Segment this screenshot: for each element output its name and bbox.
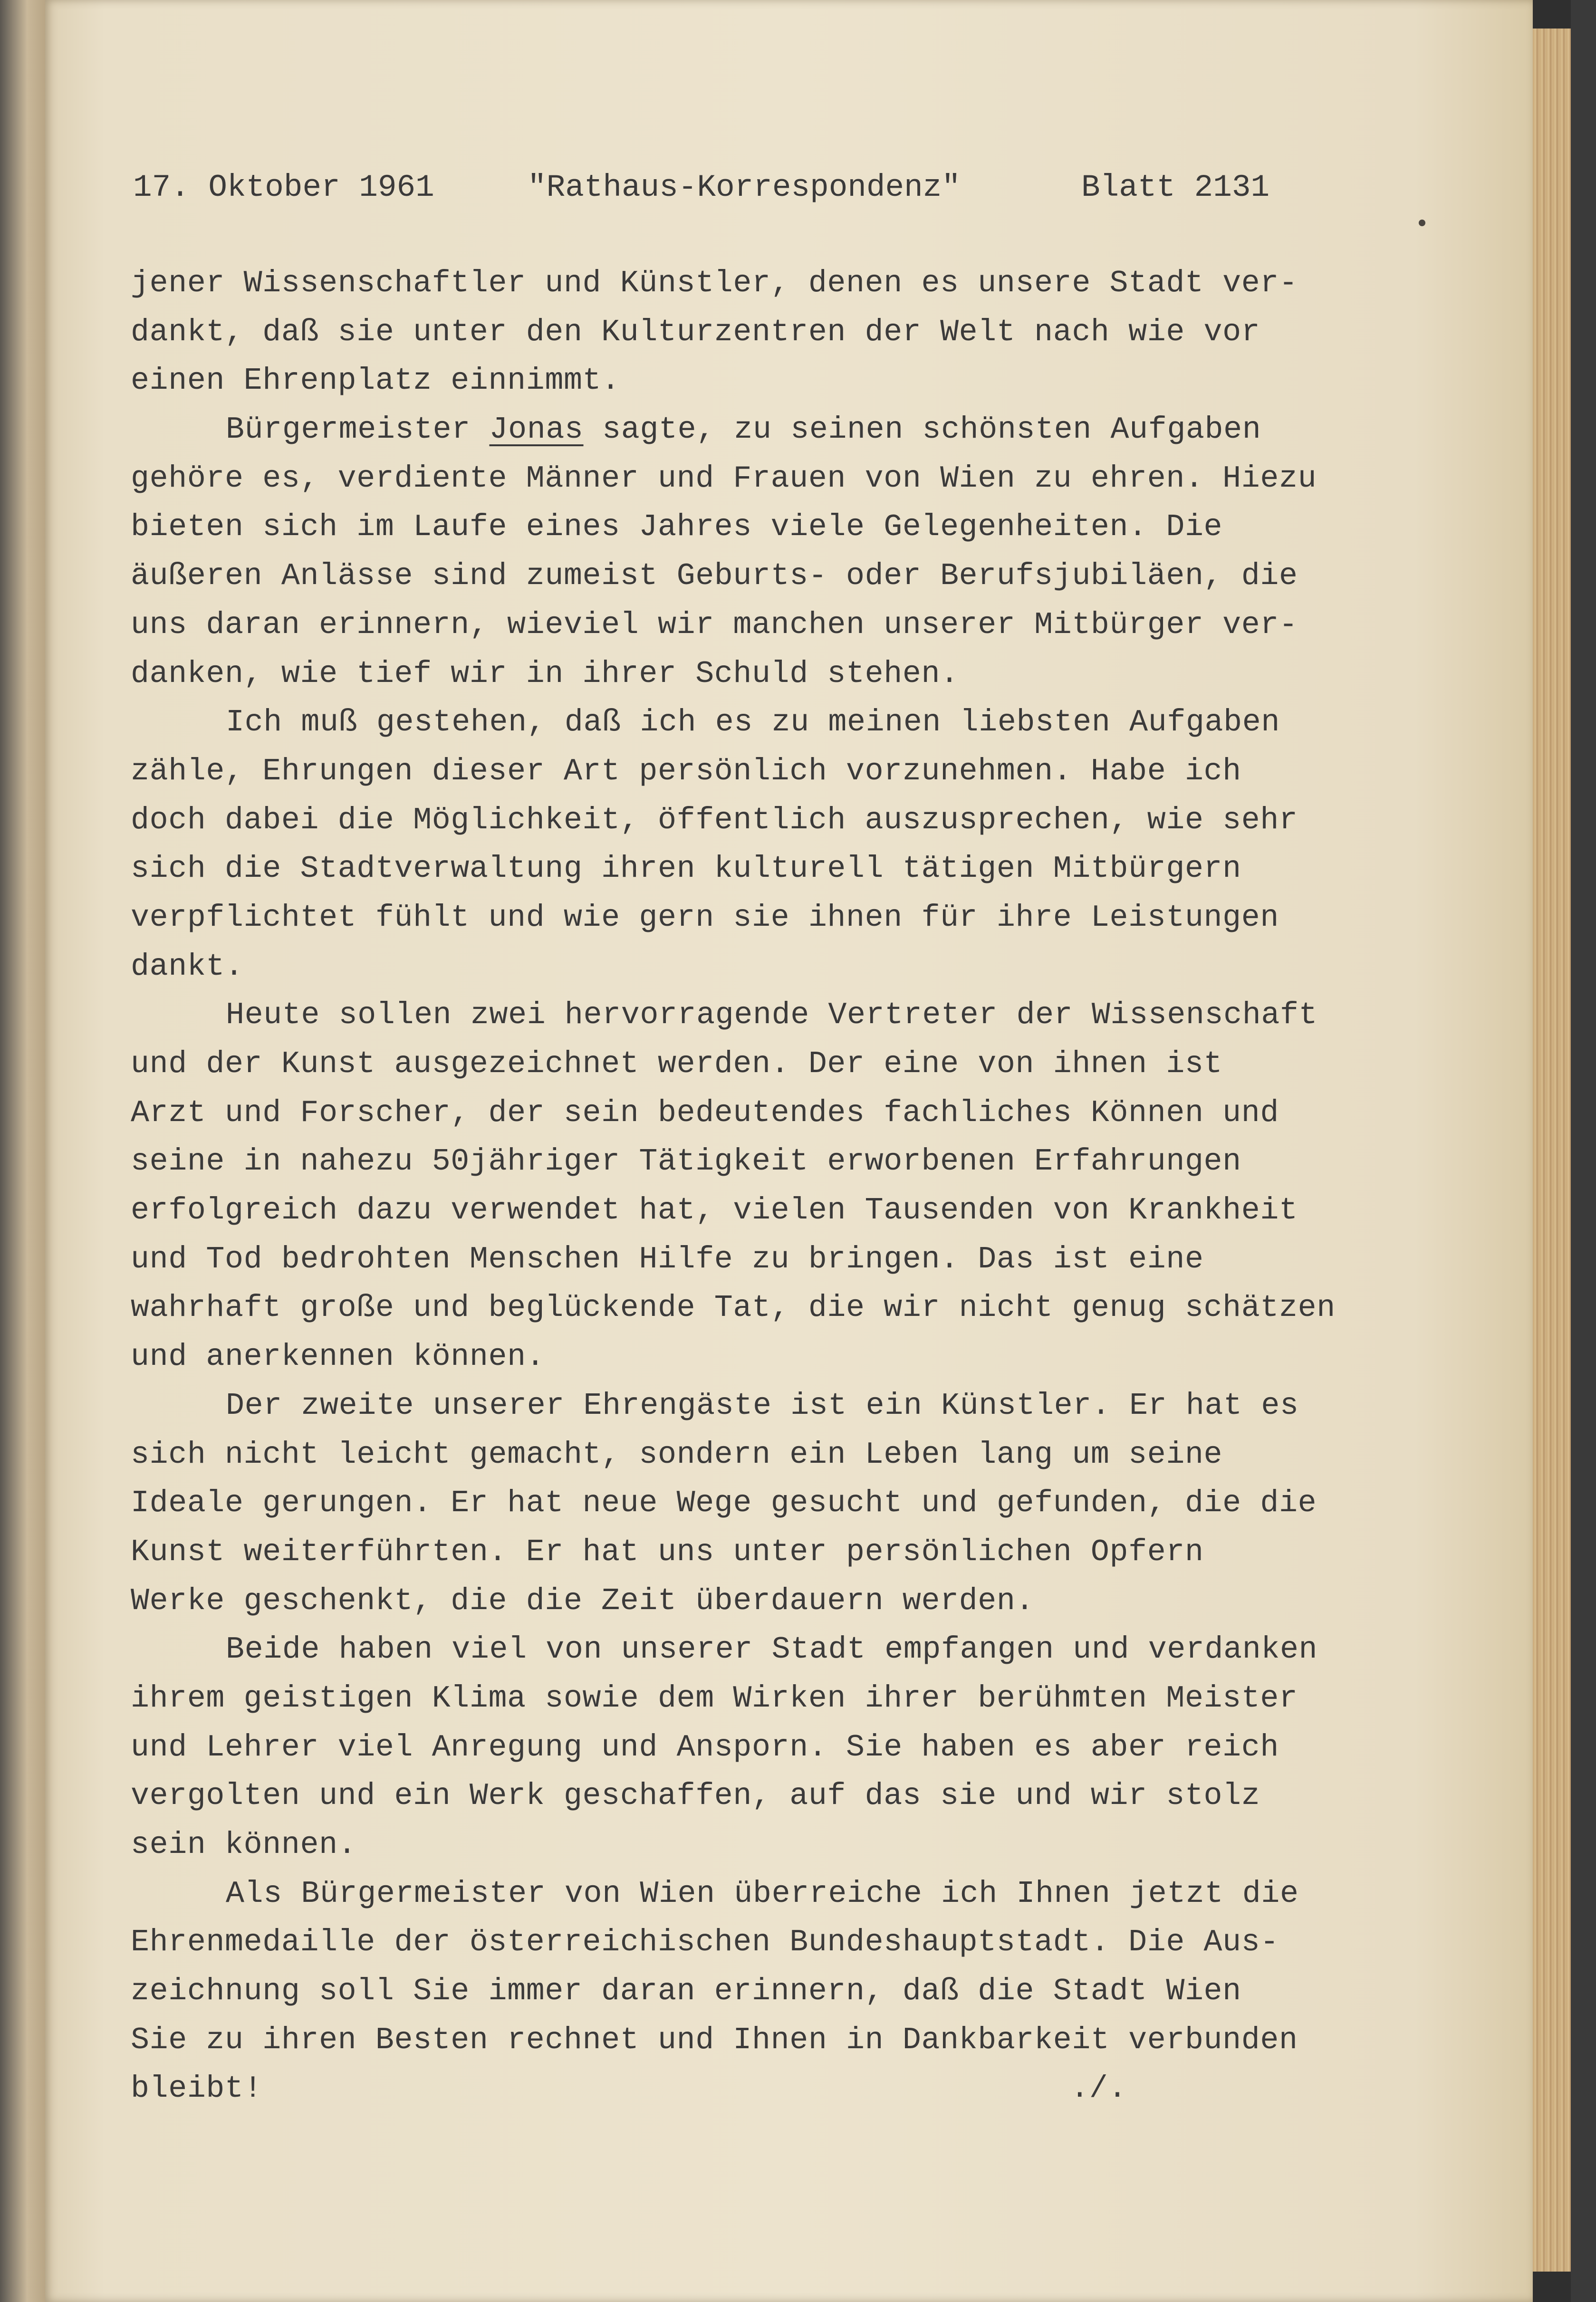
text-line: Heute sollen zwei hervorragende Vertreter der Wissenschaft [226, 998, 1318, 1033]
text-line: sein können. [131, 1827, 357, 1862]
text-line: uns daran erinnern, wieviel wir manchen unserer Mitbürger ver- [131, 607, 1298, 643]
text-line: gehöre es, verdiente Männer und Frauen von Wien zu ehren. Hiezu [131, 460, 1317, 496]
text-line: seine in nahezu 50jähriger Tätigkeit erworbenen Erfahrungen [131, 1144, 1241, 1180]
text-line: doch dabei die Möglichkeit, öffentlich auszusprechen, wie sehr [131, 802, 1298, 838]
text-line: einen Ehrenplatz einnimmt. [131, 363, 620, 399]
text-line: Ich muß gestehen, daß ich es zu meinen liebsten Aufgaben [226, 705, 1280, 740]
ink-dot [1419, 220, 1425, 226]
text-line: Ideale gerungen. Er hat neue Wege gesucht und gefunden, die die [131, 1486, 1317, 1521]
left-page-edge [0, 0, 45, 2302]
text-line: bieten sich im Laufe eines Jahres viele Gelegenheiten. Die [131, 509, 1223, 545]
page-stack-edge [1533, 29, 1571, 2272]
text-line: sich die Stadtverwaltung ihren kulturell tätigen Mitbürgern [131, 851, 1241, 887]
text-line: und Lehrer viel Anregung und Ansporn. Sie haben es aber reich [131, 1729, 1279, 1765]
text-line: wahrhaft große und beglückende Tat, die wir nicht genug schätzen [131, 1290, 1336, 1326]
text-line: Ehrenmedaille der österreichischen Bundeshauptstadt. Die Aus- [131, 1925, 1279, 1960]
text-line: und anerkennen können. [131, 1339, 545, 1375]
text-line: Kunst weiterführten. Er hat uns unter persönlichen Opfern [131, 1534, 1204, 1570]
text-line: dankt. [131, 949, 244, 984]
text-line: und Tod bedrohten Menschen Hilfe zu bringen. Das ist eine [131, 1241, 1204, 1277]
text-line [131, 2064, 1414, 2113]
text-line: Der zweite unserer Ehrengäste ist ein Künstler. Er hat es [226, 1388, 1299, 1423]
mayor-name: Jonas [489, 412, 584, 448]
text-line: Arzt und Forscher, der sein bedeutendes fachliches Können und [131, 1095, 1279, 1131]
text-line: ihrem geistigen Klima sowie dem Wirken ihrer berühmten Meister [131, 1680, 1298, 1716]
text-line: dankt, daß sie unter den Kulturzentren der Welt nach wie vor [131, 314, 1260, 350]
text-fragment: sagte, zu seinen schönsten Aufgaben [583, 412, 1261, 448]
text-line: erfolgreich dazu verwendet hat, vielen Tausenden von Krankheit [131, 1193, 1298, 1228]
text-line [131, 405, 1414, 454]
text-fragment: Bürgermeister [226, 412, 490, 448]
continuation-mark: ./. [1070, 2071, 1127, 2107]
text-line: Beide haben viel von unserer Stadt empfangen und verdanken [226, 1632, 1318, 1668]
text-line: verpflichtet fühlt und wie gern sie ihnen für ihre Leistungen [131, 900, 1279, 935]
header-source: "Rathaus-Korrespondenz" [528, 170, 961, 205]
text-line: und der Kunst ausgezeichnet werden. Der eine von ihnen ist [131, 1046, 1223, 1082]
text-line: Als Bürgermeister von Wien überreiche ich Ihnen jetzt die [226, 1876, 1299, 1911]
text-line: danken, wie tief wir in ihrer Schuld stehen. [131, 656, 959, 691]
text-line: zeichnung soll Sie immer daran erinnern, daß die Stadt Wien [131, 1974, 1241, 2009]
text-line: Sie zu ihren Besten rechnet und Ihnen in Dankbarkeit verbunden [131, 2022, 1298, 2058]
text-line: jener Wissenschaftler und Künstler, denen es unsere Stadt ver- [131, 266, 1298, 301]
text-line: sich nicht leicht gemacht, sondern ein Leben lang um seine [131, 1437, 1223, 1472]
text-line: vergolten und ein Werk geschaffen, auf das sie und wir stolz [131, 1778, 1260, 1814]
text-fragment: bleibt! [131, 2071, 263, 2107]
page-header [133, 166, 1302, 209]
header-date: 17. Oktober 1961 [133, 170, 434, 205]
text-line: Werke geschenkt, die die Zeit überdauern werden. [131, 1583, 1035, 1619]
right-scan-edge [1571, 0, 1596, 2302]
text-line: äußeren Anlässe sind zumeist Geburts- oder Berufsjubiläen, die [131, 558, 1298, 594]
text-line: zähle, Ehrungen dieser Art persönlich vorzunehmen. Habe ich [131, 753, 1241, 789]
body-text [131, 259, 1414, 2113]
header-sheet-number: Blatt 2131 [1081, 170, 1270, 205]
